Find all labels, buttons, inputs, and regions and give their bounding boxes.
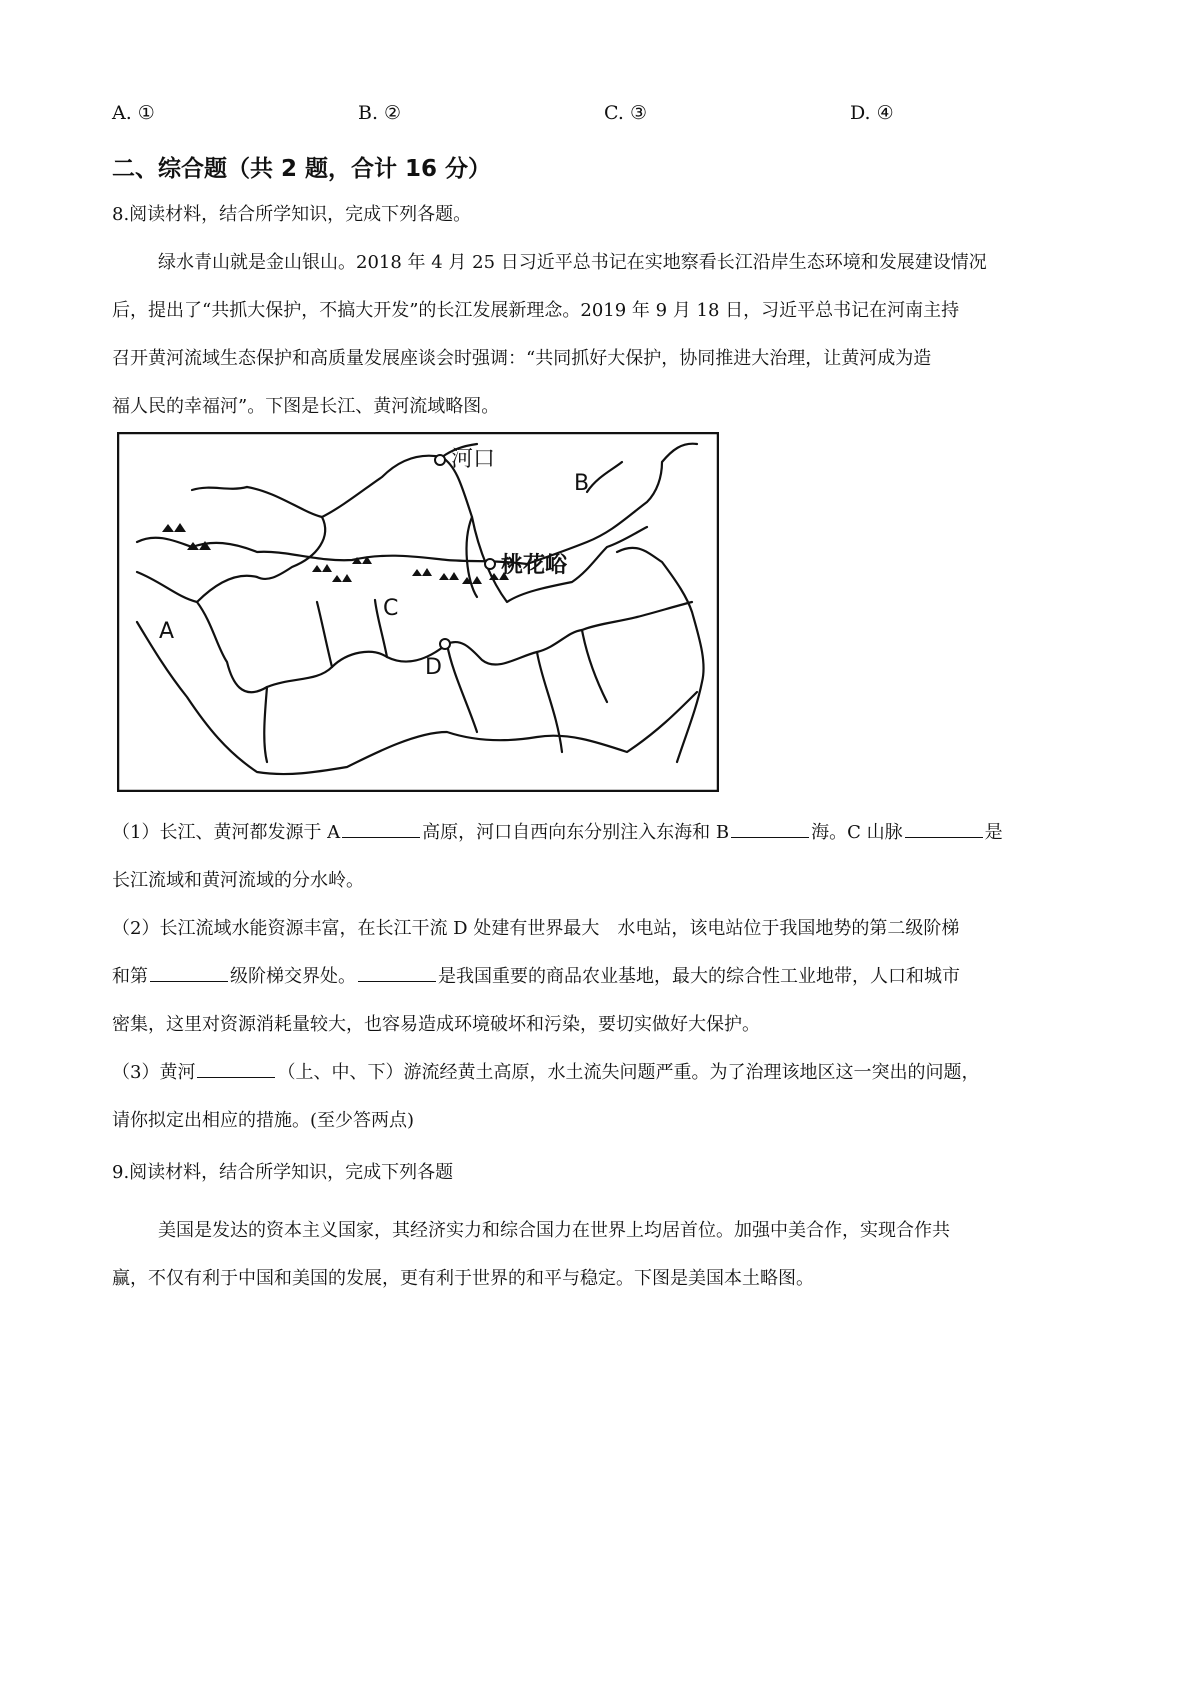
section-title: 二、综合题（共 2 题，合计 16 分） <box>112 156 492 182</box>
label-a: A <box>159 619 175 644</box>
q9-material-line-1: 美国是发达的资本主义国家，其经济实力和综合国力在世界上均居首位。加强中美合作，实现合作共 <box>158 1220 950 1241</box>
taohualing-marker <box>485 559 495 569</box>
hekou-marker <box>435 455 445 465</box>
answer-options <box>112 102 1112 132</box>
site-d-marker <box>440 639 450 649</box>
q8-sub2-l2-part1: 和第 <box>112 966 148 987</box>
option-a: A. ① <box>112 102 155 124</box>
label-c: C <box>383 596 399 621</box>
q8-sub2-l2-part3: 是我国重要的商品农业基地，最大的综合性工业地带，人口和城市 <box>438 966 960 987</box>
label-taohualing: 桃花峪 <box>501 553 568 578</box>
yangtze-yellow-river-map <box>117 432 719 792</box>
q8-sub1-line-2: 长江流域和黄河流域的分水岭。 <box>112 870 364 891</box>
option-c: C. ③ <box>604 102 647 124</box>
q8-material-line-4: 福人民的幸福河”。下图是长江、黄河流域略图。 <box>112 396 500 417</box>
answer-blank-step[interactable] <box>150 965 228 982</box>
q8-sub3-part1: （3）黄河 <box>112 1062 196 1083</box>
answer-blank-a-plateau[interactable] <box>342 821 420 838</box>
q8-sub1-part4: 是 <box>984 822 1003 843</box>
answer-blank-reach[interactable] <box>197 1061 275 1078</box>
q8-sub3-line-1 <box>112 1058 979 1084</box>
q8-sub2-line-1: （2）长江流域水能资源丰富，在长江干流 D 处建有世界最大 水电站，该电站位于我国地势的第二级阶梯 <box>112 918 960 939</box>
answer-blank-b-sea[interactable] <box>731 821 809 838</box>
q8-sub3-part2: （上、中、下）游流经黄土高原，水土流失问题严重。为了治理该地区这一突出的问题， <box>277 1062 980 1083</box>
q8-sub1-line-1 <box>112 818 1003 844</box>
q9-stem: 9.阅读材料，结合所学知识，完成下列各题 <box>112 1162 454 1183</box>
q8-stem: 8.阅读材料，结合所学知识，完成下列各题。 <box>112 204 472 225</box>
label-b: B <box>574 471 590 496</box>
q8-material-line-2: 后，提出了“共抓大保护，不搞大开发”的长江发展新理念。2019 年 9 月 18 日，习近平总书记在河南主持 <box>112 300 960 321</box>
q8-sub2-line-3: 密集，这里对资源消耗量较大，也容易造成环境破坏和污染，要切实做好大保护。 <box>112 1014 760 1035</box>
q9-material-line-2: 赢，不仅有利于中国和美国的发展，更有利于世界的和平与稳定。下图是美国本土略图。 <box>112 1268 814 1289</box>
answer-blank-c-mountain[interactable] <box>905 821 983 838</box>
q8-sub1-part1: （1）长江、黄河都发源于 A <box>112 822 341 843</box>
q8-sub2-l2-part2: 级阶梯交界处。 <box>230 966 356 987</box>
q8-sub1-part3: 海。C 山脉 <box>811 822 903 843</box>
option-b: B. ② <box>358 102 402 124</box>
q8-material-line-1: 绿水青山就是金山银山。2018 年 4 月 25 日习近平总书记在实地察看长江沿岸生态环境和发展建设情况 <box>158 252 987 273</box>
answer-blank-region[interactable] <box>358 965 436 982</box>
option-d: D. ④ <box>850 102 894 124</box>
label-d: D <box>425 655 442 680</box>
q8-sub2-line-2 <box>112 962 960 988</box>
label-hekou: 河口 <box>451 447 496 472</box>
q8-sub3-line-2: 请你拟定出相应的措施。(至少答两点) <box>112 1110 415 1131</box>
q8-material-line-3: 召开黄河流域生态保护和高质量发展座谈会时强调：“共同抓好大保护，协同推进大治理，让黄河成为造 <box>112 348 932 369</box>
q8-sub1-part2: 高原，河口自西向东分别注入东海和 B <box>422 822 730 843</box>
